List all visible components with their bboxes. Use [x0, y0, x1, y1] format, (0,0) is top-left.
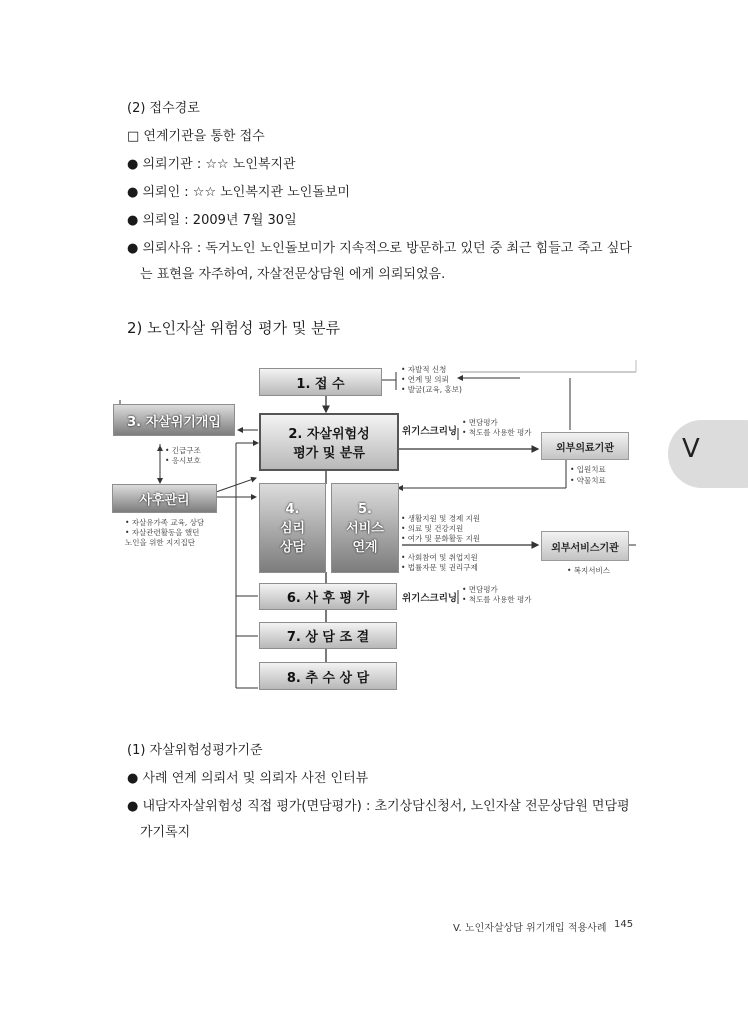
aftercare-box: 사후관리: [112, 484, 217, 513]
step-counseling-line1: 심리: [279, 520, 306, 536]
route-title: □ 연계기관을 통한 접수: [127, 129, 265, 144]
welfare-note: • 복지서비스: [567, 566, 611, 575]
crisis-note-2: • 응시보호: [165, 456, 201, 465]
service-note-1: • 생활지원 및 경제 지원: [401, 514, 481, 523]
bullet-referral-date: ● 의뢰일 : 2009년 7월 30일: [127, 213, 297, 228]
screening2-note-2: • 척도를 사용한 평가: [462, 595, 532, 604]
step-risk-assessment-line2: 평가 및 분류: [293, 446, 365, 461]
medical-note-2: • 약물치료: [570, 476, 606, 485]
chapter-tab-label: V: [682, 434, 700, 464]
criteria-bullet-2: ● 내담자자살위험성 직접 평가(면담평가) : 초기상담신청서, 노인자살 전문상담원 면담평: [127, 799, 630, 814]
step-risk-assessment: [259, 413, 399, 471]
service-note-3: • 여가 및 문화활동 지원: [401, 534, 481, 543]
bullet-referral-agency: ● 의뢰기관 : ☆☆ 노인복지관: [127, 157, 296, 172]
step-follow-up: 8. 추 수 상 담: [259, 662, 397, 690]
intake-note-1: • 자발적 신청: [401, 365, 447, 374]
screening-note-1: • 면담평가: [462, 418, 498, 427]
aftercare-note-3: 노인을 위한 지지집단: [125, 538, 195, 547]
running-title: V. 노인자살상담 위기개입 적용사례: [453, 923, 607, 934]
step-termination: 7. 상 담 조 결: [259, 622, 397, 649]
step-risk-assessment-line1: 2. 자살위험성: [288, 427, 370, 442]
intake-note-3: • 발굴(교육, 홍보): [401, 385, 462, 394]
medical-note-1: • 입원치료: [570, 465, 606, 474]
external-service-box: 외부서비스기관: [541, 531, 629, 561]
step-counseling-num: 4.: [285, 501, 300, 517]
service-note-4: • 사회참여 및 취업지원: [401, 553, 478, 562]
service-note-5: • 법률자문 및 권리구제: [401, 563, 478, 572]
screening-note-2: • 척도를 사용한 평가: [462, 428, 532, 437]
criteria-bullet-2-cont: 가기록지: [140, 825, 191, 840]
screening-label: 위기스크리닝: [402, 426, 458, 437]
crisis-note-1: • 긴급구조: [165, 446, 201, 455]
bullet-referral-reason-cont: 는 표현을 자주하여, 자살전문상담원 에게 의뢰되었음.: [140, 267, 446, 282]
step-post-evaluation: 6. 사 후 평 가: [259, 583, 397, 610]
step-counseling: [259, 483, 326, 573]
bullet-referrer: ● 의뢰인 : ☆☆ 노인복지관 노인돌보미: [127, 185, 350, 200]
aftercare-note-1: • 자살유가족 교육, 상담: [125, 518, 205, 527]
case-heading: (2) 접수경로: [127, 101, 200, 116]
screening2-label: 위기스크리닝: [402, 593, 458, 604]
step-service-link-line1: 서비스: [346, 520, 384, 536]
assessment-heading: 2) 노인자살 위험성 평가 및 분류: [127, 319, 341, 337]
criteria-bullet-1: ● 사례 연계 의뢰서 및 의뢰자 사전 인터뷰: [127, 771, 369, 786]
page-number: 145: [614, 919, 634, 930]
step-service-link: [331, 483, 399, 573]
bullet-referral-reason: ● 의뢰사유 : 독거노인 노인돌보미가 지속적으로 방문하고 있던 중 최근 힘들고 죽고 싶다: [127, 241, 632, 256]
external-medical-box: 외부의료기관: [541, 432, 629, 460]
step-counseling-line2: 상담: [279, 539, 306, 555]
step-service-link-num: 5.: [358, 501, 372, 517]
criteria-heading: (1) 자살위험성평가기준: [127, 743, 263, 758]
screening2-note-1: • 면담평가: [462, 585, 498, 594]
step-service-link-line2: 연계: [352, 539, 378, 555]
step-crisis-intervention: 3. 자살위기개입: [113, 404, 235, 436]
step-intake: 1. 접 수: [259, 368, 382, 396]
service-note-2: • 의료 및 건강지원: [401, 524, 464, 533]
aftercare-note-2: • 자살관련활동을 했던: [125, 528, 200, 537]
intake-note-2: • 연계 및 의뢰: [401, 375, 449, 384]
